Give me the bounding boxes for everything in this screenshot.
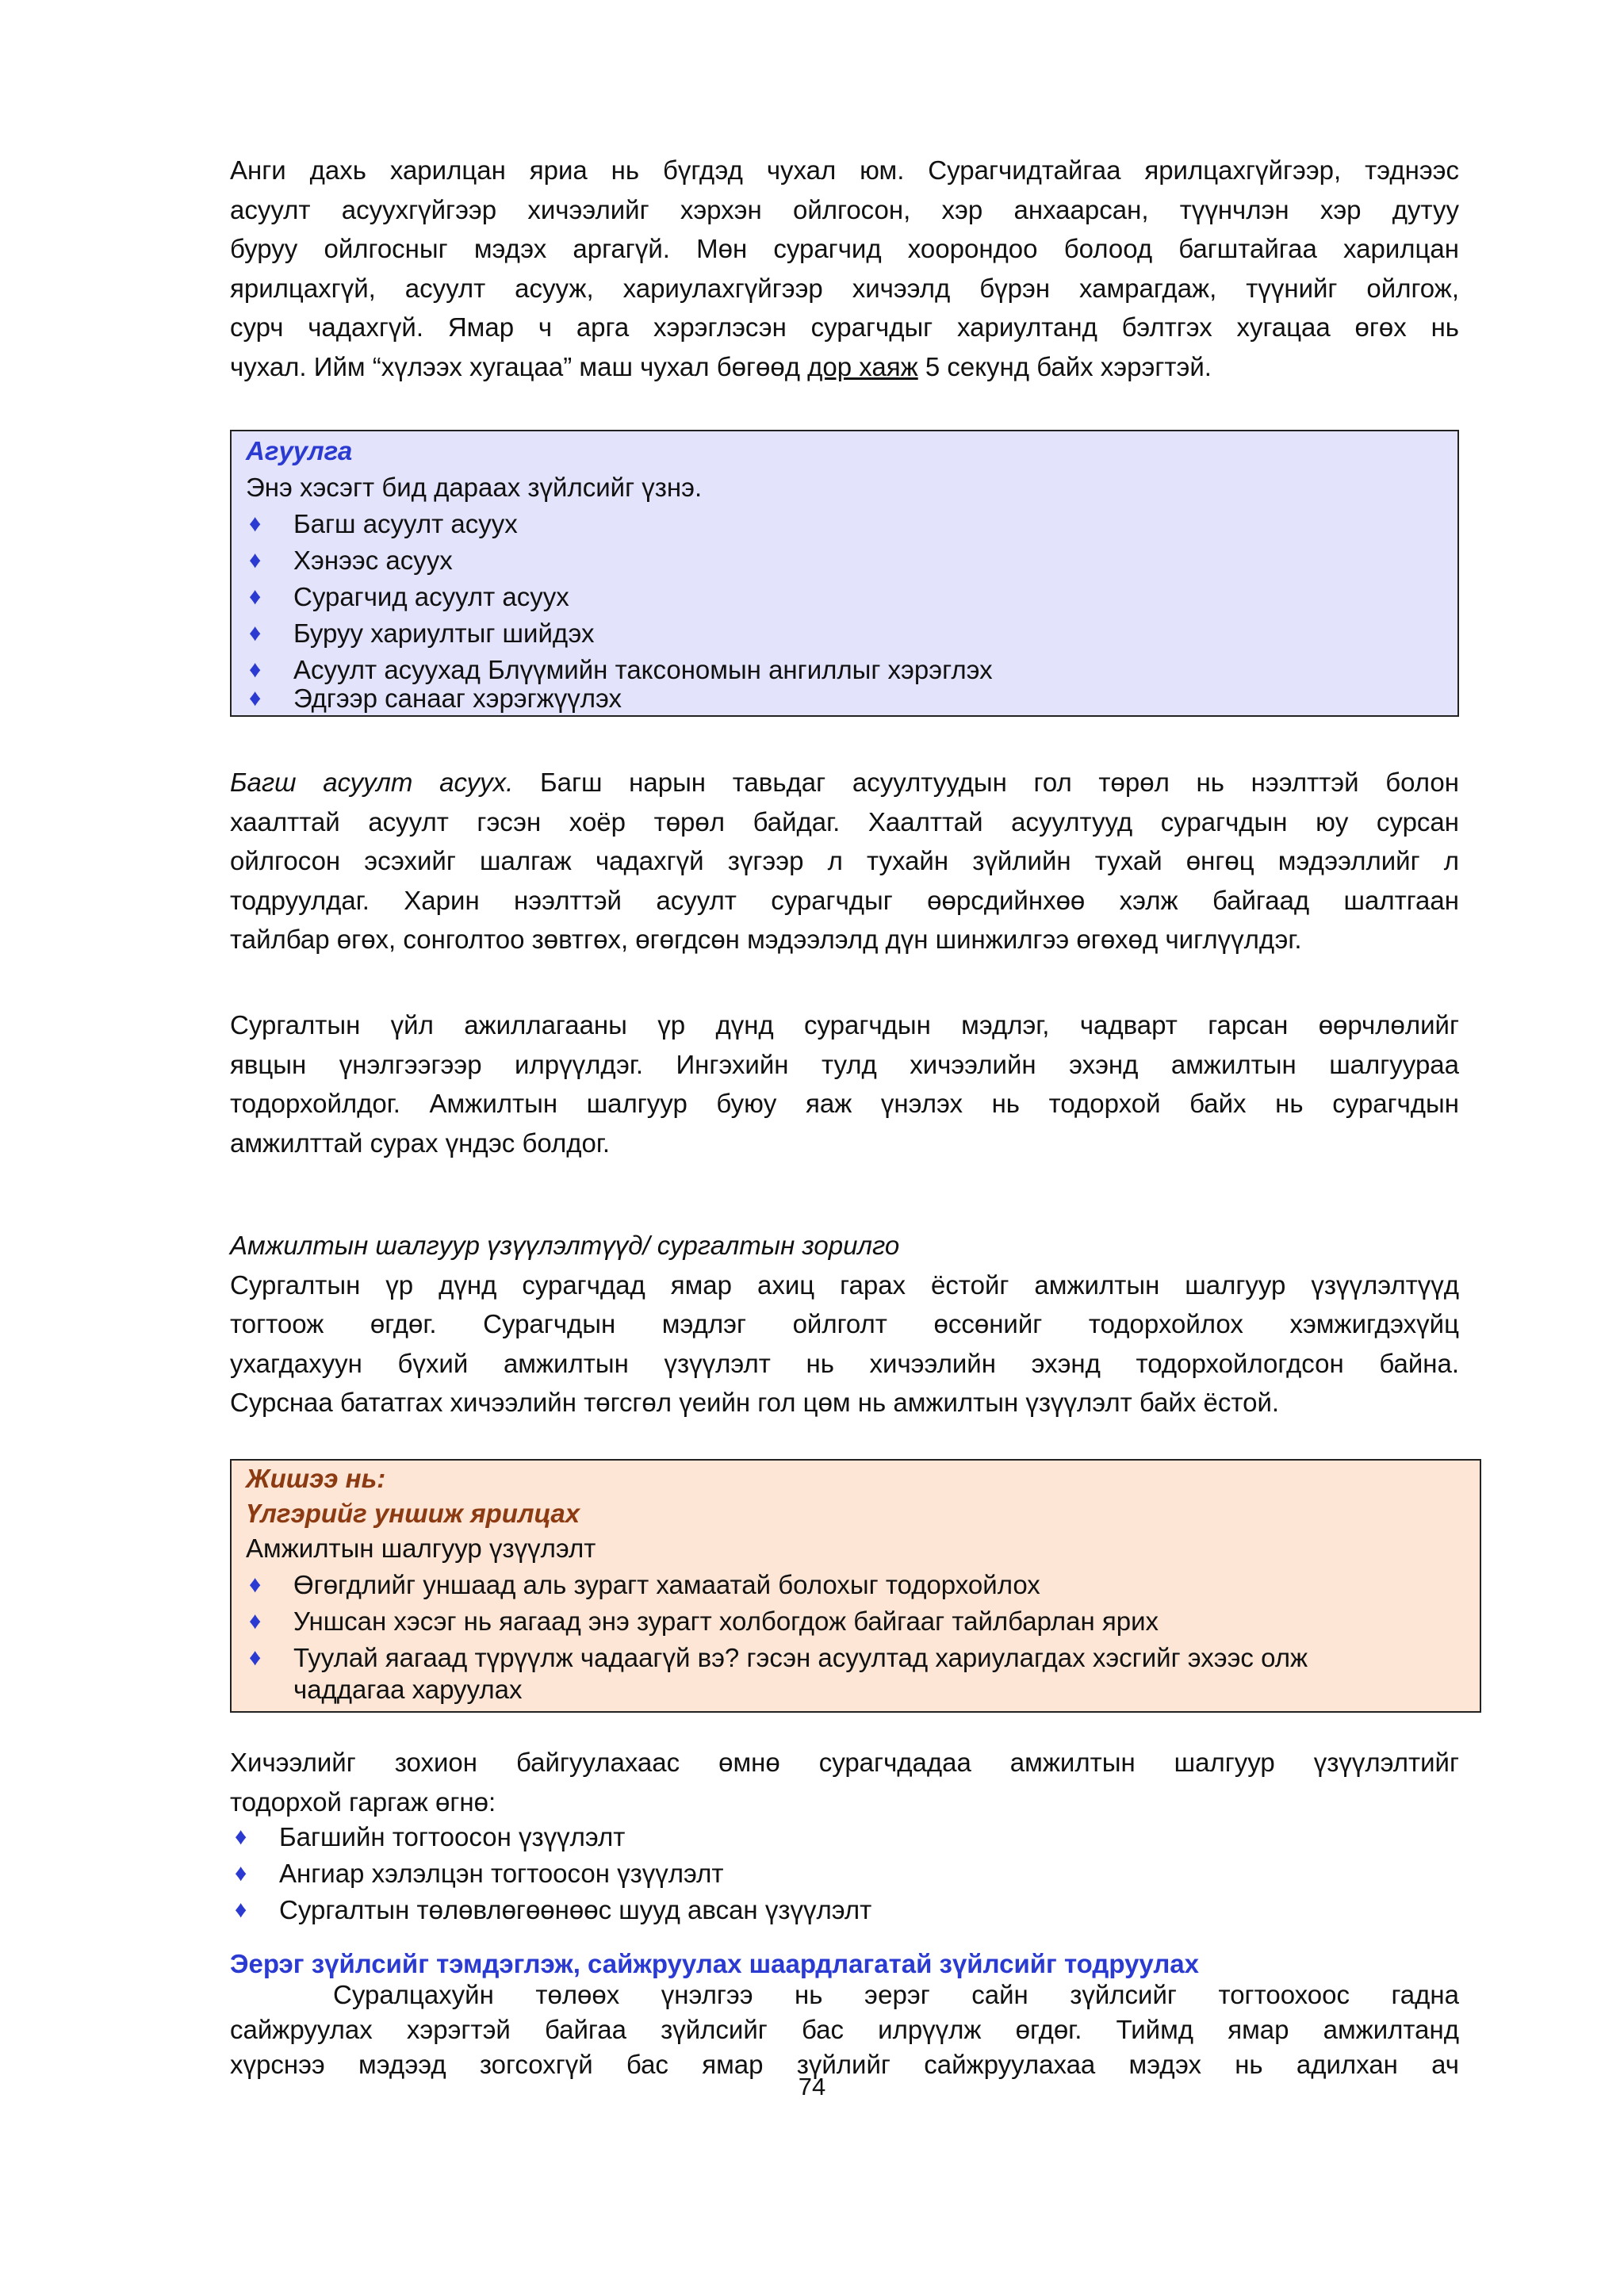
diamond-bullet-icon: ♦ [249, 584, 262, 610]
paragraph-success-criteria [230, 1226, 1459, 1423]
text-line: тодорхойлдог. Амжилтын шалгуур буюу яаж үнэлэх нь тодорхой байх нь сурагчдын [230, 1089, 1459, 1118]
text-line: хаалттай асуулт гэсэн хоёр төрөл байдаг. Хаалттай асуултууд сурагчдын юу сурсан [230, 806, 1459, 837]
text-line: явцын үнэлгээгээр илрүүлдэг. Ингэхийн тулд хичээлийн эхэнд амжилтын шалгуураа [230, 1049, 1459, 1079]
paragraph-teacher-questions [230, 763, 1459, 959]
paragraph-positive-feedback [230, 1978, 1459, 2082]
text-line: Сургалтын үр дүнд сурагчдад ямар ахиц гарах ёстойг амжилтын шалгуур үзүүлэлтүүд [230, 1269, 1459, 1300]
contents-title: Агуулга [246, 436, 353, 465]
diamond-bullet-icon: ♦ [249, 1608, 262, 1634]
contents-item: Буруу хариултыг шийдэх [293, 618, 595, 648]
example-subtitle: Амжилтын шалгуур үзүүлэлт [246, 1534, 596, 1563]
page-number: 74 [798, 2073, 826, 2100]
example-box [230, 1459, 1481, 1713]
text-line: асуулт асуухгүйгээр хичээлийг хэрхэн ойлгосон, хэр анхаарсан, түүнчлэн хэр дутуу [230, 194, 1459, 224]
section-heading: Эерэг зүйлсийг тэмдэглэж, сайжруулах шаардлагатай зүйлсийг тодруулах [230, 1949, 1200, 1978]
contents-item: Асуулт асуухад Блүүмийн таксономын ангиллыг хэрэглэх [293, 655, 993, 684]
text-fragment: Багш нарын тавьдаг асуултуудын гол төрөл нь нээлттэй болон [513, 768, 1459, 797]
text-line: ойлгосон эсэхийг шалгаж чадахгүй зүгээр л тухайн зүйлийн тухай өнгөц мэдээллийг л [230, 846, 1459, 875]
text-line: тогтоож өгдөг. Сурагчдын мэдлэг ойлголт өссөнийг тодорхойлох хэмжигдэхүйц [230, 1309, 1459, 1338]
text-fragment: 5 секунд байх хэрэгтэй. [917, 351, 1212, 381]
diamond-bullet-icon: ♦ [249, 657, 262, 683]
diamond-bullet-icon: ♦ [235, 1860, 247, 1886]
paragraph-criteria-sources [230, 1743, 1459, 1821]
text-line: Хичээлийг зохион байгуулахаас өмнө сурагчдадаа амжилтын шалгуур үзүүлэлтийг [230, 1748, 1459, 1777]
contents-intro: Энэ хэсэгт бид дараах зүйлсийг үзнэ. [246, 473, 703, 502]
diamond-bullet-icon: ♦ [249, 511, 262, 537]
italic-lead: Багш асуулт асуух. [230, 768, 514, 797]
paragraph-conversation [230, 151, 1459, 386]
list-item: Ангиар хэлэлцэн тогтоосон үзүүлэлт [279, 1859, 724, 1888]
example-item-continuation: чаддагаа харуулах [293, 1675, 523, 1704]
text-line: сурч чадахгүй. Ямар ч арга хэрэглэсэн сурагчдыг хариултанд бэлтгэх хугацаа өгөх нь [230, 312, 1459, 342]
diamond-bullet-icon: ♦ [249, 547, 262, 573]
example-item: Уншсан хэсэг нь яагаад энэ зурагт холбогдож байгааг тайлбарлан ярих [293, 1606, 1159, 1636]
text-line: ярилцахгүй, асуулт асууж, хариулахгүйгээр хичээлд бүрэн хамрагдаж, түүнийг ойлгож, [230, 273, 1459, 303]
text-line: Сургалтын үйл ажиллагааны үр дүнд сурагчдын мэдлэг, чадварт гарсан өөрчлөлийг [230, 1010, 1459, 1040]
italic-subheading: Амжилтын шалгуур үзүүлэлтүүд/ сургалтын зорилго [230, 1231, 900, 1260]
diamond-bullet-icon: ♦ [235, 1824, 247, 1850]
example-story-title: Үлгэрийг уншиж ярилцах [246, 1499, 580, 1528]
text-line: Суралцахуйн төлөөх үнэлгээ нь эерэг сайн зүйлсийг тогтоохоос гадна [333, 1980, 1459, 2009]
paragraph-learning-outcomes [230, 1005, 1459, 1162]
text-line: амжилттай сурах үндэс болдог. [230, 1128, 611, 1158]
list-item: Сургалтын төлөвлөгөөнөөс шууд авсан үзүүлэлт [279, 1895, 872, 1924]
contents-box [230, 430, 1459, 717]
text-line: тодруулдаг. Харин нээлттэй асуулт сурагчдыг өөрсдийнхөө хэлж байгаад шалтгаан [230, 885, 1459, 915]
text-line: ухагдахуун бүхий амжилтын үзүүлэлт нь хичээлийн эхэнд тодорхойлогдсон байна. [230, 1348, 1459, 1378]
contents-item: Сурагчид асуулт асуух [293, 582, 569, 611]
text-line [230, 347, 1459, 387]
example-item: Туулай яагаад түрүүлж чадаагүй вэ? гэсэн асуултад хариулагдах хэсгийг эхээс олж [293, 1643, 1308, 1672]
text-line: тайлбар өгөх, сонголтоо зөвтгөх, өгөгдсөн мэдээлэлд дүн шинжилгээ өгөхөд чиглүүлдэг. [230, 925, 1302, 954]
text-line: Сурснаа бататгах хичээлийн төгсгөл үеийн гол цөм нь амжилтын үзүүлэлт байх ёстой. [230, 1388, 1280, 1417]
text-line: буруу ойлгосныг мэдэх аргагүй. Мөн сурагчид хоорондоо болоод багштайгаа харилцан [230, 234, 1459, 263]
text-line: тодорхой гаргаж өгнө: [230, 1786, 496, 1817]
diamond-bullet-icon: ♦ [249, 620, 262, 646]
text-line: сайжруулах хэрэгтэй байгаа зүйлсийг бас илрүүлж өгдөг. Тиймд ямар амжилтанд [230, 2015, 1459, 2044]
example-title: Жишээ нь: [246, 1464, 386, 1493]
underlined-text: дор хаяж [807, 351, 918, 381]
contents-item: Багш асуулт асуух [293, 509, 518, 538]
text-line: Анги дахь харилцан яриа нь бүгдэд чухал юм. Сурагчидтайгаа ярилцахгүйгээр, тэднээс [230, 155, 1459, 185]
text-line [230, 763, 1459, 802]
text-line: хүрснээ мэдээд зогсохгүй бас ямар зүйлийг сайжруулахаа мэдэх нь адилхан ач [230, 2050, 1459, 2079]
contents-item: Эдгээр санааг хэрэгжүүлэх [293, 684, 622, 713]
list-item: Багшийн тогтоосон үзүүлэлт [279, 1822, 626, 1851]
diamond-bullet-icon: ♦ [249, 1572, 262, 1598]
contents-item: Хэнээс асуух [293, 546, 453, 575]
diamond-bullet-icon: ♦ [249, 1645, 262, 1671]
text-fragment: чухал. Ийм “хүлээх хугацаа” маш чухал бөгөөд [230, 351, 808, 381]
diamond-bullet-icon: ♦ [235, 1897, 247, 1923]
diamond-bullet-icon: ♦ [249, 685, 262, 711]
example-item: Өгөгдлийг уншаад аль зурагт хамаатай болохыг тодорхойлох [293, 1570, 1040, 1599]
